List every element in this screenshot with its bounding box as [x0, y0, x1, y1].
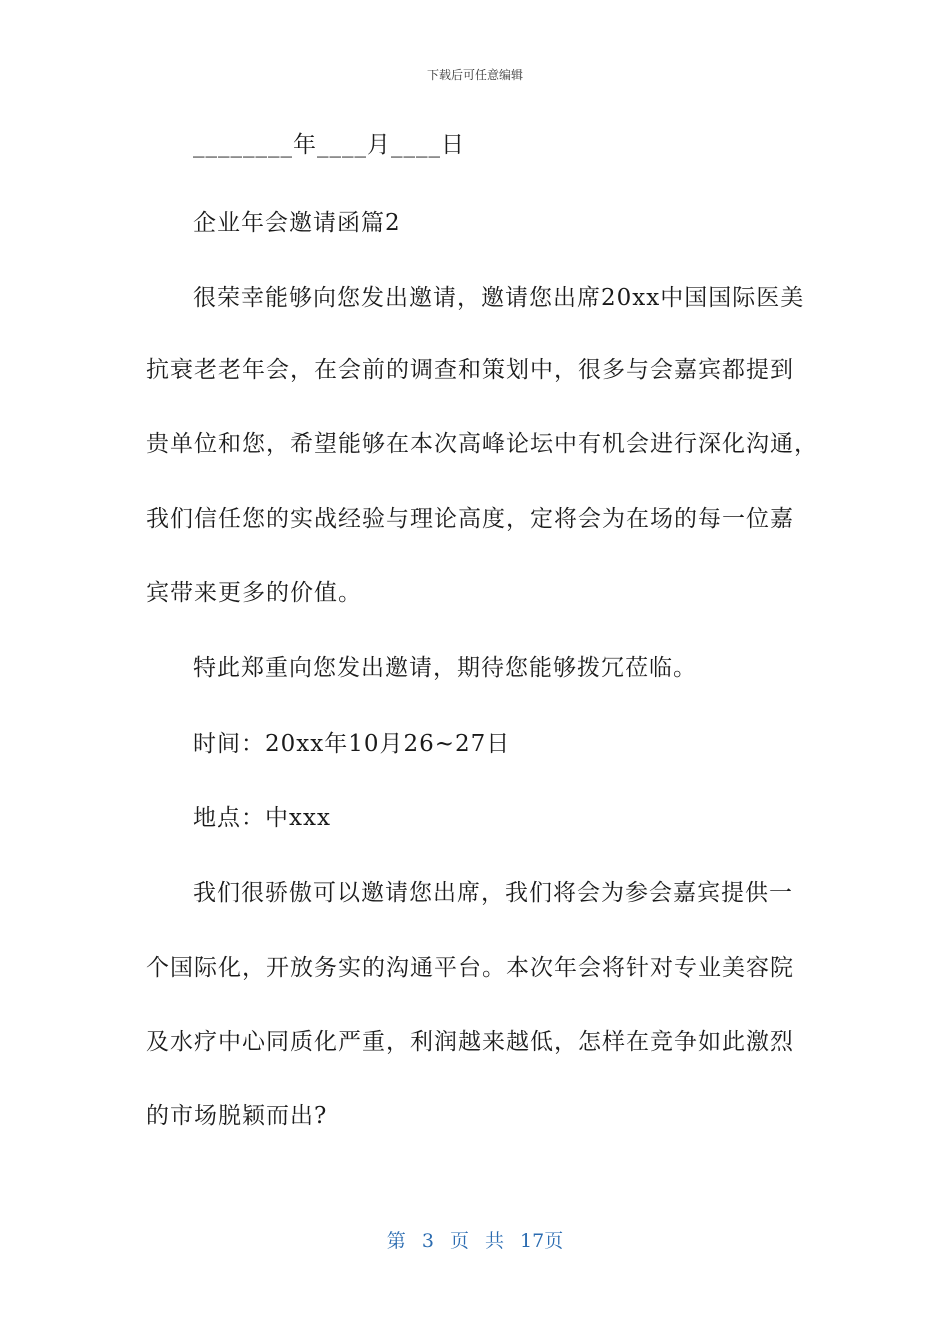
- page-number-footer: 第 3 页 共 17页: [386, 1230, 564, 1252]
- paragraph-line: 个国际化，开放务实的沟通平台。本次年会将针对专业美容院: [146, 955, 794, 981]
- paragraph-line: 宾带来更多的价值。: [146, 580, 362, 606]
- date-line: ________年____月____日: [193, 132, 465, 158]
- event-time: 时间：20xx年10月26~27日: [193, 731, 511, 757]
- paragraph-line: 特此郑重向您发出邀请，期待您能够拨冗莅临。: [193, 655, 697, 681]
- paragraph-line: 贵单位和您，希望能够在本次高峰论坛中有机会进行深化沟通，: [146, 431, 818, 457]
- paragraph-line: 很荣幸能够向您发出邀请，邀请您出席20xx中国国际医美: [193, 285, 805, 311]
- paragraph-line: 抗衰老老年会，在会前的调查和策划中，很多与会嘉宾都提到: [146, 357, 794, 383]
- page-header: 下载后可任意编辑: [426, 68, 523, 82]
- paragraph-line: 我们信任您的实战经验与理论高度，定将会为在场的每一位嘉: [146, 506, 794, 532]
- section-title: 企业年会邀请函篇2: [193, 210, 401, 236]
- paragraph-line: 我们很骄傲可以邀请您出席，我们将会为参会嘉宾提供一: [193, 880, 793, 906]
- event-location: 地点：中xxx: [193, 805, 331, 831]
- paragraph-line: 及水疗中心同质化严重，利润越来越低，怎样在竞争如此激烈: [146, 1029, 794, 1055]
- paragraph-line: 的市场脱颖而出?: [146, 1103, 328, 1129]
